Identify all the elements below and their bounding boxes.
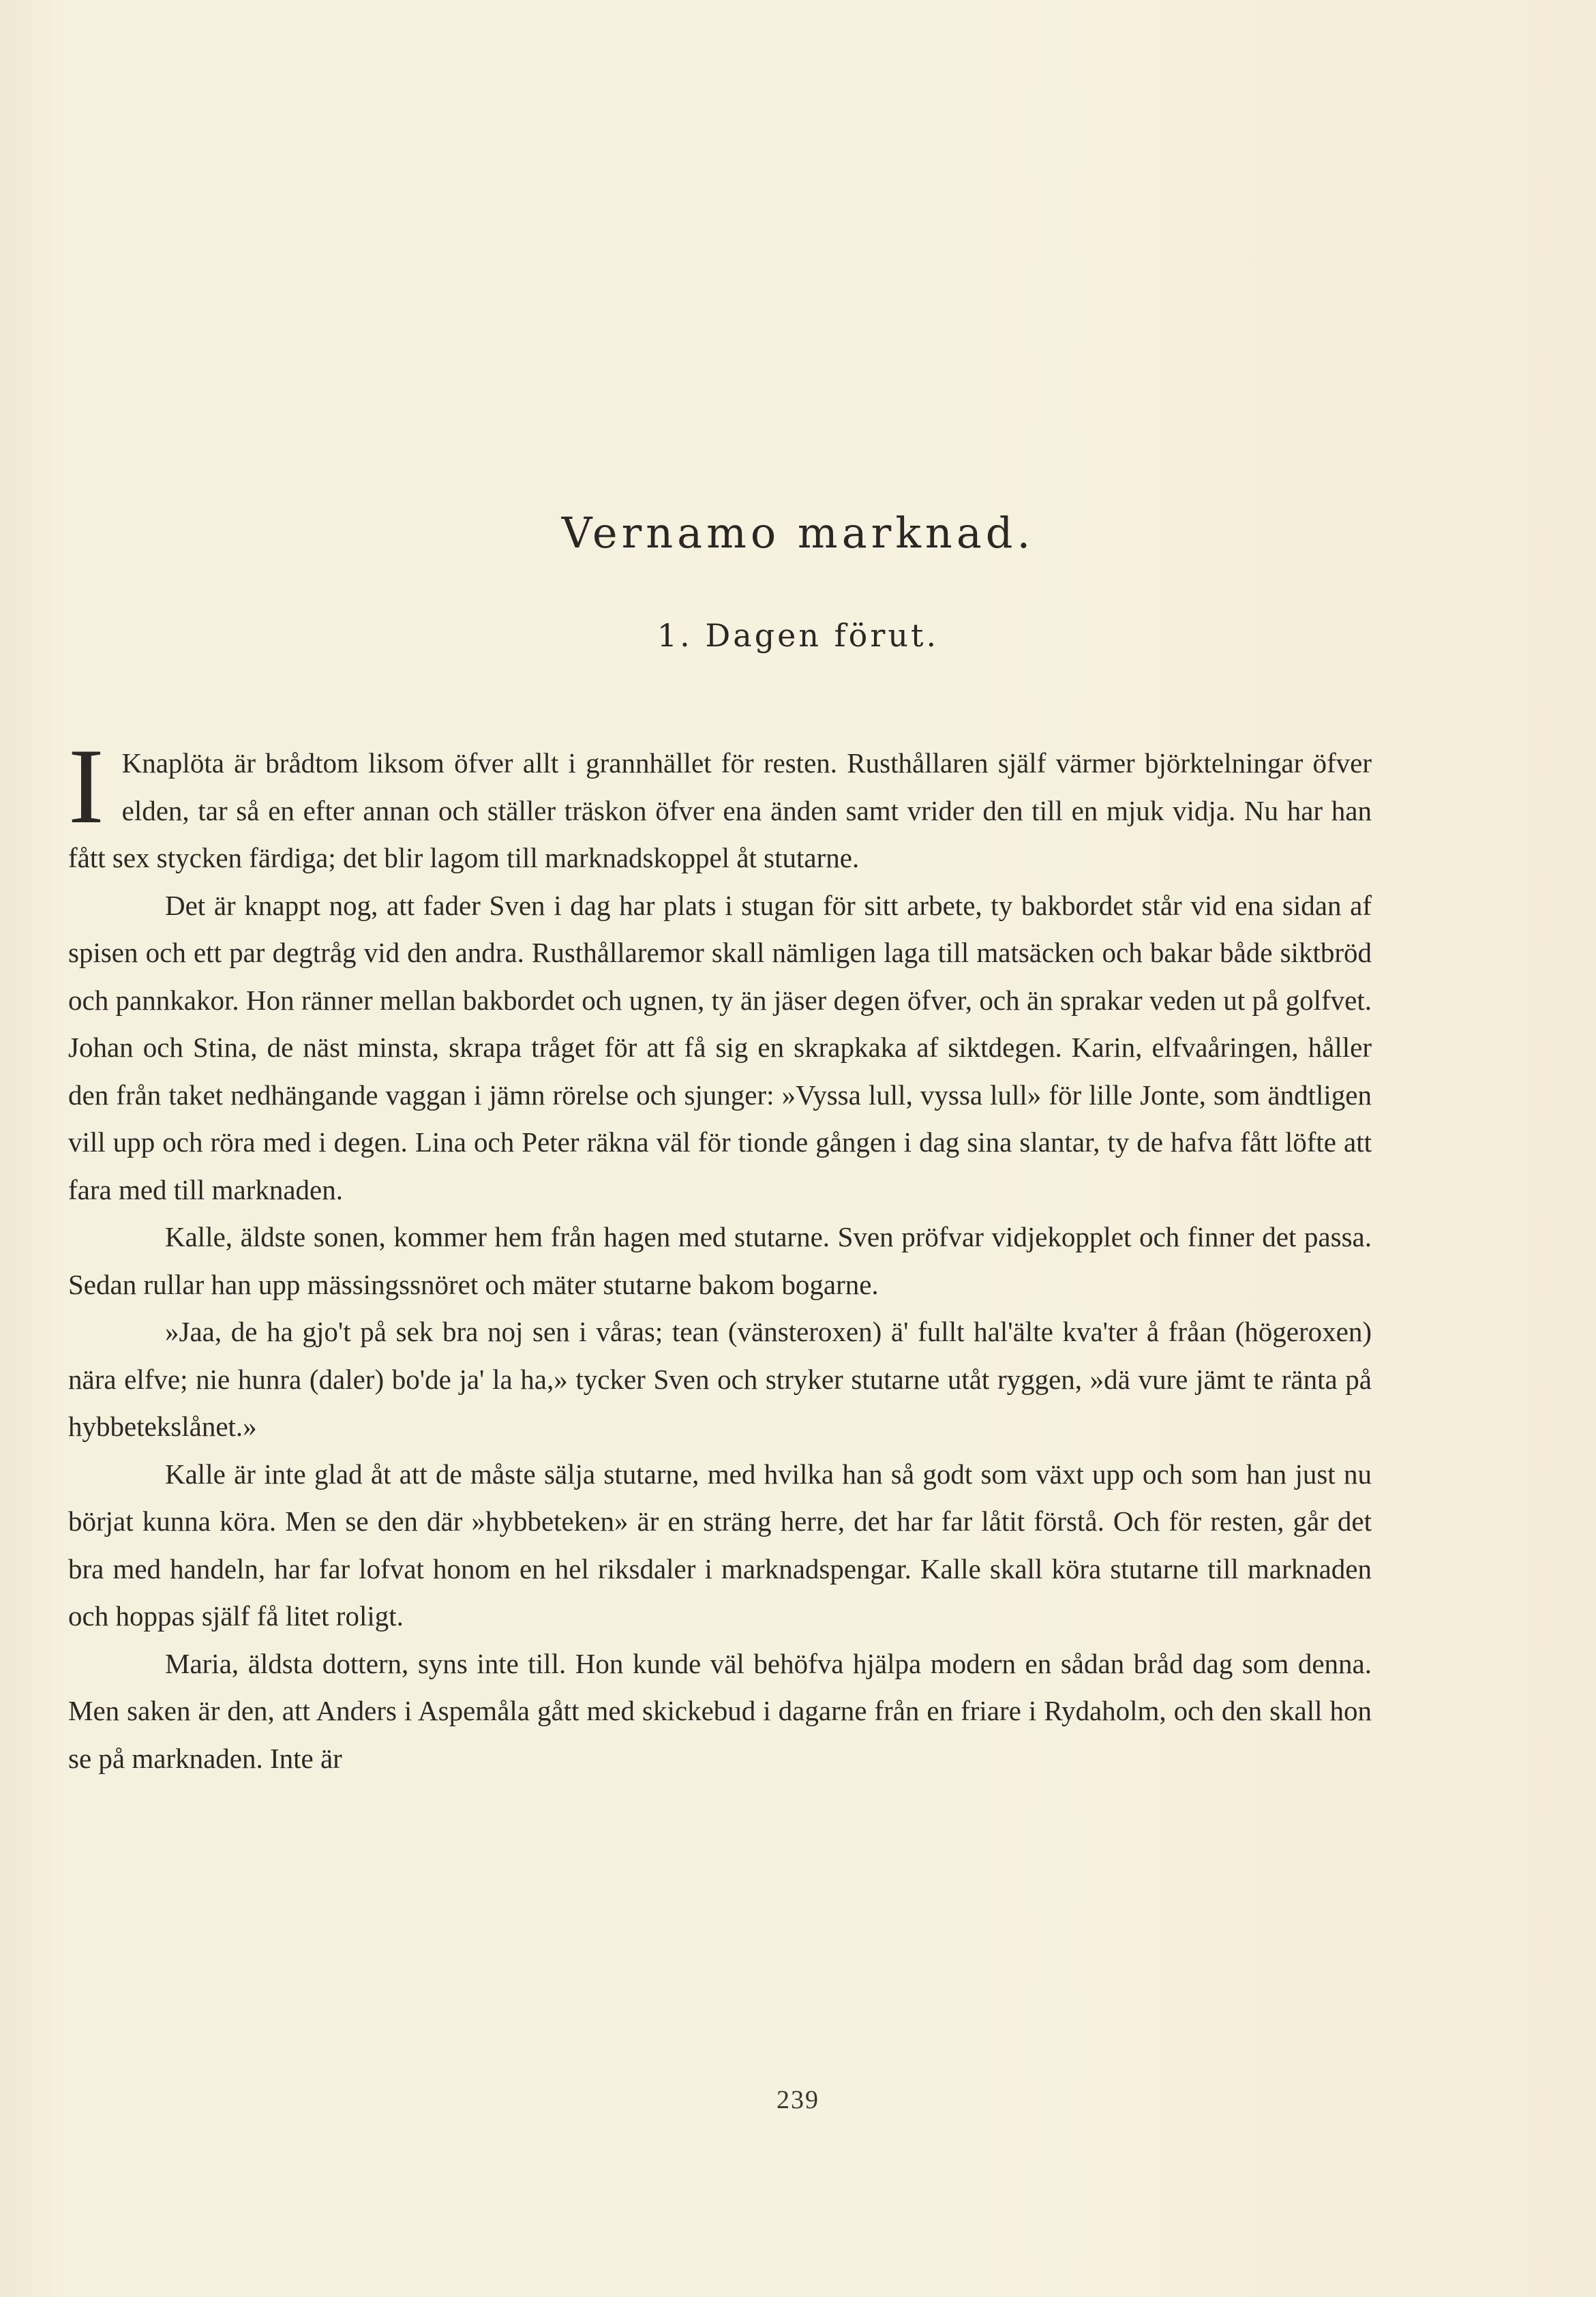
paragraph: Kalle, äldste sonen, kommer hem från hagen med stutarne. Sven pröfvar vidjekopplet och finner det passa. Sedan rullar han upp mässingssnöret och mäter stutarne bakom bogarne. — [68, 1221, 1372, 1300]
drop-cap: I — [68, 727, 104, 846]
paragraph: Det är knappt nog, att fader Sven i dag har plats i stugan för sitt arbete, ty bakbordet står vid ena sidan af spisen och ett par degtråg vid den andra. Rusthållaremor skall nämligen laga till matsäcken och bakar både siktbröd och pannkakor. Hon ränner mellan bakbordet och ugnen, ty än jäser degen öfver, och än sprakar veden ut på golfvet. Johan och Stina, de näst minsta, skrapa tråget för att få sig en skrapkaka af siktdegen. Karin, elfvaåringen, håller den från taket nedhängande vaggan i jämn rörelse och sjunger: »Vyssa lull, vyssa lull» för lille Jonte, som ändtligen vill upp och röra med i degen. Lina och Peter räkna väl för tionde gången i dag sina slantar, ty de hafva fått löfte att fara med till marknaden. — [68, 889, 1372, 1205]
body-text — [68, 727, 1372, 1782]
paragraph: »Jaa, de ha gjo't på sek bra noj sen i våras; tean (vänsteroxen) ä' fullt hal'älte kva'ter å fråan (högeroxen) nära elfve; nie hunra (daler) bo'de ja' la ha,» tycker Sven och stryker stutarne utåt ryggen, »dä vure jämt te ränta på hybbetekslånet.» — [68, 1316, 1372, 1442]
paragraph: Kalle är inte glad åt att de måste sälja stutarne, med hvilka han så godt som växt upp och som han just nu börjat kunna köra. Men se den där »hybbeteken» är en sträng herre, det har far låtit förstå. Och för resten, går det bra med handeln, har far lofvat honom en hel riksdaler i marknadspengar. Kalle skall köra stutarne till marknaden och hoppas själf få litet roligt. — [68, 1458, 1372, 1632]
chapter-title: Vernamo marknad. — [561, 508, 1035, 558]
paragraph-text: Knaplöta är brådtom liksom öfver allt i grannhället för resten. Rusthållaren själf värmer björktelningar öfver elden, tar så en efter annan och ställer träskon öfver ena änden samt vrider den till en mjuk vidja. Nu har han fått sex stycken färdiga; det blir lagom till marknadskoppel åt stutarne. — [68, 747, 1372, 873]
paragraph — [68, 727, 1372, 882]
page-number: 239 — [777, 2086, 819, 2114]
paragraph: Maria, äldsta dottern, syns inte till. Hon kunde väl behöfva hjälpa modern en sådan bråd dag som denna. Men saken är den, att Anders i Aspemåla gått med skickebud i dagarne från en friare i Rydaholm, och den skall hon se på marknaden. Inte är — [68, 1647, 1372, 1774]
section-subtitle: 1. Dagen förut. — [657, 617, 939, 654]
